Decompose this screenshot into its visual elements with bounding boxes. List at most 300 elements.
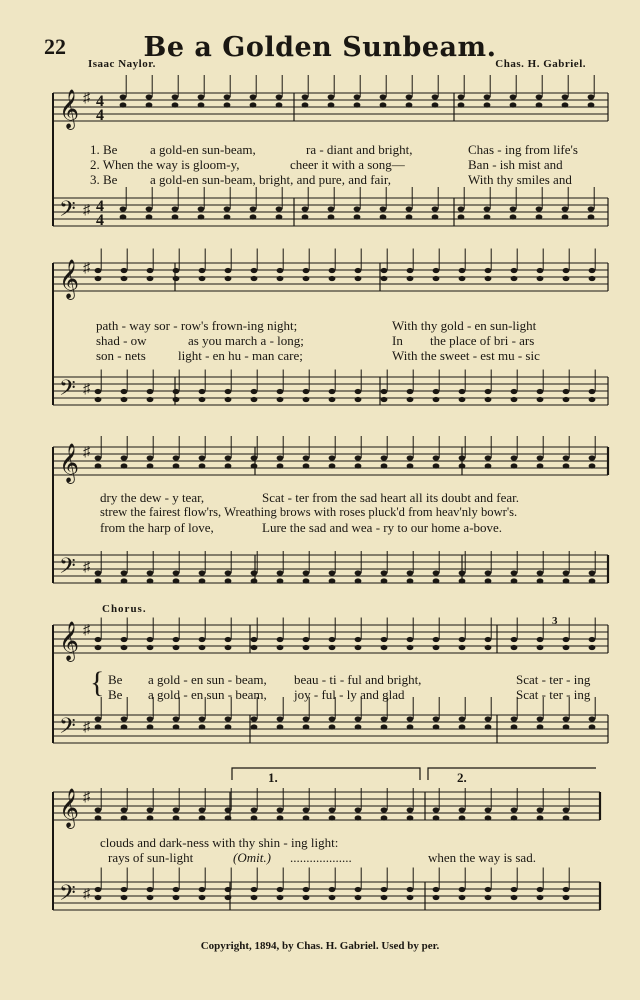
notehead bbox=[147, 716, 154, 721]
notehead bbox=[407, 570, 414, 575]
notehead bbox=[277, 389, 284, 394]
notehead bbox=[224, 206, 231, 211]
notehead bbox=[511, 716, 518, 721]
notehead bbox=[537, 276, 544, 281]
notehead bbox=[121, 645, 128, 650]
notehead bbox=[381, 389, 388, 394]
notehead bbox=[225, 645, 232, 650]
notehead bbox=[589, 716, 596, 721]
notehead bbox=[537, 463, 544, 468]
lyric-line bbox=[0, 835, 640, 850]
notehead bbox=[563, 815, 570, 820]
notehead bbox=[199, 724, 206, 729]
notehead bbox=[120, 206, 127, 211]
sharp-icon: ♯ bbox=[83, 887, 90, 902]
notehead bbox=[329, 716, 336, 721]
notehead bbox=[485, 895, 492, 900]
lyric-segment: Lure the sad and wea - ry to our home a-bove. bbox=[262, 520, 503, 535]
notehead bbox=[588, 94, 595, 99]
lyric-line bbox=[0, 687, 640, 702]
lyric-segment: Be bbox=[108, 672, 123, 687]
notehead bbox=[407, 455, 414, 460]
notehead bbox=[563, 637, 570, 642]
notehead bbox=[589, 645, 596, 650]
notehead bbox=[225, 463, 232, 468]
notehead bbox=[199, 397, 206, 402]
notehead bbox=[537, 807, 544, 812]
notehead bbox=[563, 807, 570, 812]
notehead bbox=[251, 276, 258, 281]
notehead bbox=[225, 895, 232, 900]
notehead bbox=[537, 455, 544, 460]
notehead bbox=[225, 268, 232, 273]
notehead bbox=[303, 807, 310, 812]
notehead bbox=[459, 895, 466, 900]
notehead bbox=[251, 815, 258, 820]
notehead bbox=[355, 887, 362, 892]
lyric-line bbox=[0, 142, 640, 157]
notehead bbox=[589, 397, 596, 402]
notehead bbox=[329, 268, 336, 273]
notehead bbox=[199, 716, 206, 721]
notehead bbox=[225, 397, 232, 402]
notehead bbox=[562, 94, 569, 99]
notehead bbox=[485, 645, 492, 650]
notehead bbox=[95, 645, 102, 650]
notehead bbox=[433, 716, 440, 721]
notehead bbox=[485, 637, 492, 642]
lyric-segment: when the way is sad. bbox=[428, 850, 536, 865]
notehead bbox=[328, 102, 335, 107]
notehead bbox=[251, 463, 258, 468]
notehead bbox=[537, 887, 544, 892]
notehead bbox=[485, 397, 492, 402]
notehead bbox=[355, 389, 362, 394]
notehead bbox=[588, 102, 595, 107]
notehead bbox=[250, 94, 257, 99]
notehead bbox=[484, 94, 491, 99]
notehead bbox=[199, 455, 206, 460]
notehead bbox=[121, 455, 128, 460]
notehead bbox=[277, 463, 284, 468]
notehead bbox=[225, 887, 232, 892]
lyric-segment: beau - ti - ful and bright, bbox=[294, 672, 422, 687]
notehead bbox=[381, 887, 388, 892]
notehead bbox=[121, 887, 128, 892]
notehead bbox=[433, 397, 440, 402]
notehead bbox=[95, 570, 102, 575]
notehead bbox=[459, 268, 466, 273]
notehead bbox=[146, 102, 153, 107]
notehead bbox=[407, 815, 414, 820]
notehead bbox=[458, 214, 465, 219]
notehead bbox=[563, 578, 570, 583]
notehead bbox=[276, 206, 283, 211]
notehead bbox=[407, 724, 414, 729]
notehead bbox=[303, 815, 310, 820]
notehead bbox=[537, 637, 544, 642]
notehead bbox=[381, 463, 388, 468]
notehead bbox=[198, 206, 205, 211]
notehead bbox=[589, 578, 596, 583]
notehead bbox=[95, 716, 102, 721]
notehead bbox=[147, 397, 154, 402]
notehead bbox=[511, 815, 518, 820]
notehead bbox=[459, 389, 466, 394]
notehead bbox=[277, 724, 284, 729]
notehead bbox=[328, 94, 335, 99]
notehead bbox=[355, 455, 362, 460]
notehead bbox=[511, 578, 518, 583]
notehead bbox=[199, 637, 206, 642]
notehead bbox=[563, 455, 570, 460]
sharp-icon: ♯ bbox=[83, 560, 90, 575]
notehead bbox=[537, 815, 544, 820]
notehead bbox=[225, 389, 232, 394]
notehead bbox=[407, 276, 414, 281]
notehead bbox=[121, 716, 128, 721]
notehead bbox=[302, 94, 309, 99]
lyric-segment: the place of bri - ars bbox=[430, 333, 535, 348]
notehead bbox=[276, 102, 283, 107]
notehead bbox=[329, 570, 336, 575]
notehead bbox=[147, 455, 154, 460]
notehead bbox=[147, 895, 154, 900]
time-signature: 4 bbox=[96, 107, 104, 124]
notehead bbox=[355, 807, 362, 812]
sharp-icon: ♯ bbox=[83, 790, 90, 805]
notehead bbox=[511, 645, 518, 650]
lyric-segment: rays of sun-light bbox=[108, 850, 194, 865]
notehead bbox=[511, 463, 518, 468]
lyric-segment: With thy smiles and bbox=[468, 172, 572, 187]
bass-clef-icon: 𝄢 bbox=[59, 881, 76, 911]
notehead bbox=[433, 645, 440, 650]
notehead bbox=[563, 389, 570, 394]
notehead bbox=[95, 887, 102, 892]
lyric-segment: a gold-en sun-beam, bbox=[150, 142, 256, 157]
lyric-segment: path - way sor - row's frown-ing night; bbox=[96, 318, 298, 333]
notehead bbox=[172, 206, 179, 211]
notehead bbox=[199, 268, 206, 273]
notehead bbox=[537, 389, 544, 394]
notehead bbox=[433, 268, 440, 273]
notehead bbox=[381, 645, 388, 650]
lyric-brace: { bbox=[90, 666, 105, 699]
notehead bbox=[485, 455, 492, 460]
sharp-icon: ♯ bbox=[83, 91, 90, 106]
notehead bbox=[355, 815, 362, 820]
lyric-segment: strew the fairest flow'rs, Wreathing brows with roses pluck'd from heav'nly bowr's. bbox=[100, 505, 518, 519]
lyric-segment: Scat - ter from the sad heart all its doubt and fear. bbox=[262, 490, 520, 505]
notehead bbox=[485, 578, 492, 583]
notehead bbox=[303, 645, 310, 650]
composer-credit: Chas. H. Gabriel. bbox=[495, 58, 586, 70]
notehead bbox=[329, 455, 336, 460]
notehead bbox=[329, 724, 336, 729]
notehead bbox=[407, 895, 414, 900]
notehead bbox=[329, 895, 336, 900]
notehead bbox=[407, 578, 414, 583]
notehead bbox=[537, 716, 544, 721]
treble-clef-icon: 𝄞 bbox=[59, 443, 80, 483]
notehead bbox=[458, 102, 465, 107]
notehead bbox=[303, 268, 310, 273]
notehead bbox=[589, 724, 596, 729]
notehead bbox=[225, 815, 232, 820]
notehead bbox=[381, 578, 388, 583]
lyric-segment: Chas - ing from life's bbox=[468, 142, 578, 157]
notehead bbox=[433, 637, 440, 642]
notehead bbox=[173, 815, 180, 820]
notehead bbox=[95, 268, 102, 273]
notehead bbox=[147, 815, 154, 820]
notehead bbox=[485, 807, 492, 812]
notehead bbox=[251, 570, 258, 575]
notehead bbox=[303, 463, 310, 468]
notehead bbox=[173, 455, 180, 460]
notehead bbox=[329, 389, 336, 394]
notehead bbox=[329, 807, 336, 812]
notehead bbox=[250, 214, 257, 219]
notehead bbox=[199, 815, 206, 820]
notehead bbox=[173, 570, 180, 575]
notehead bbox=[251, 397, 258, 402]
notehead bbox=[225, 570, 232, 575]
notehead bbox=[277, 276, 284, 281]
notehead bbox=[459, 455, 466, 460]
notehead bbox=[563, 887, 570, 892]
notehead bbox=[511, 807, 518, 812]
lyric-segment: 3. Be bbox=[90, 172, 118, 187]
sharp-icon: ♯ bbox=[83, 261, 90, 276]
notehead bbox=[173, 645, 180, 650]
notehead bbox=[563, 268, 570, 273]
notehead bbox=[381, 807, 388, 812]
lyric-line bbox=[0, 490, 640, 505]
notehead bbox=[147, 807, 154, 812]
notehead bbox=[510, 214, 517, 219]
notehead bbox=[329, 463, 336, 468]
notehead bbox=[225, 716, 232, 721]
notehead bbox=[120, 94, 127, 99]
lyric-line bbox=[0, 333, 640, 348]
notehead bbox=[173, 276, 180, 281]
notehead bbox=[147, 724, 154, 729]
notehead bbox=[433, 724, 440, 729]
notehead bbox=[459, 716, 466, 721]
notehead bbox=[354, 206, 361, 211]
notehead bbox=[303, 895, 310, 900]
notehead bbox=[563, 724, 570, 729]
notehead bbox=[250, 102, 257, 107]
notehead bbox=[459, 578, 466, 583]
notehead bbox=[355, 645, 362, 650]
notehead bbox=[433, 578, 440, 583]
notehead bbox=[537, 724, 544, 729]
notehead bbox=[95, 276, 102, 281]
notehead bbox=[485, 389, 492, 394]
notehead bbox=[303, 716, 310, 721]
notehead bbox=[432, 214, 439, 219]
notehead bbox=[536, 214, 543, 219]
notehead bbox=[381, 637, 388, 642]
notehead bbox=[225, 276, 232, 281]
lyric-line bbox=[0, 157, 640, 172]
notehead bbox=[303, 276, 310, 281]
notehead bbox=[198, 214, 205, 219]
notehead bbox=[459, 887, 466, 892]
notehead bbox=[95, 578, 102, 583]
hymn-title: Be a Golden Sunbeam. bbox=[143, 32, 497, 63]
notehead bbox=[251, 455, 258, 460]
notehead bbox=[329, 637, 336, 642]
lyric-line bbox=[0, 348, 640, 363]
notehead bbox=[432, 206, 439, 211]
notehead bbox=[173, 578, 180, 583]
notehead bbox=[407, 389, 414, 394]
lyric-segment: With the sweet - est mu - sic bbox=[392, 348, 540, 363]
notehead bbox=[95, 397, 102, 402]
notehead bbox=[121, 276, 128, 281]
notehead bbox=[199, 645, 206, 650]
lyric-segment: a gold - en sun - beam, bbox=[148, 687, 267, 702]
notehead bbox=[121, 397, 128, 402]
notehead bbox=[198, 102, 205, 107]
notehead bbox=[511, 276, 518, 281]
notehead bbox=[510, 206, 517, 211]
notehead bbox=[146, 206, 153, 211]
notehead bbox=[224, 214, 231, 219]
notehead bbox=[485, 716, 492, 721]
notehead bbox=[303, 389, 310, 394]
notehead bbox=[485, 815, 492, 820]
notehead bbox=[173, 268, 180, 273]
notehead bbox=[407, 268, 414, 273]
notehead bbox=[562, 214, 569, 219]
lyric-segment: 1. Be bbox=[90, 142, 118, 157]
copyright-notice: Copyright, 1894, by Chas. H. Gabriel. Used by per. bbox=[200, 940, 440, 952]
notehead bbox=[459, 815, 466, 820]
notehead bbox=[589, 463, 596, 468]
notehead bbox=[173, 807, 180, 812]
second-ending-label: 2. bbox=[457, 770, 467, 785]
notehead bbox=[459, 637, 466, 642]
notehead bbox=[433, 463, 440, 468]
lyric-segment: cheer it with a song— bbox=[290, 157, 405, 172]
notehead bbox=[355, 397, 362, 402]
notehead bbox=[225, 637, 232, 642]
notehead bbox=[303, 887, 310, 892]
bass-clef-icon: 𝄢 bbox=[59, 376, 76, 406]
treble-clef-icon: 𝄞 bbox=[59, 621, 80, 661]
lyric-segment: a gold-en sun-beam, bright, and pure, and fair, bbox=[150, 172, 391, 187]
notehead bbox=[147, 570, 154, 575]
lyric-segment: 2. When the way is gloom-y, bbox=[90, 157, 240, 172]
notehead bbox=[172, 102, 179, 107]
notehead bbox=[225, 724, 232, 729]
notehead bbox=[121, 570, 128, 575]
notehead bbox=[121, 724, 128, 729]
notehead bbox=[277, 570, 284, 575]
notehead bbox=[277, 455, 284, 460]
notehead bbox=[250, 206, 257, 211]
notehead bbox=[198, 94, 205, 99]
notehead bbox=[484, 206, 491, 211]
notehead bbox=[458, 206, 465, 211]
notehead bbox=[563, 645, 570, 650]
notehead bbox=[355, 463, 362, 468]
notehead bbox=[224, 94, 231, 99]
notehead bbox=[329, 397, 336, 402]
lyricist-credit: Isaac Naylor. bbox=[88, 58, 156, 70]
bass-clef-icon: 𝄢 bbox=[59, 714, 76, 744]
notehead bbox=[433, 570, 440, 575]
lyric-segment: ra - diant and bright, bbox=[306, 142, 413, 157]
notehead bbox=[303, 397, 310, 402]
notehead bbox=[95, 815, 102, 820]
chorus-label: Chorus. bbox=[102, 603, 147, 615]
notehead bbox=[121, 895, 128, 900]
notehead bbox=[407, 887, 414, 892]
notehead bbox=[459, 276, 466, 281]
notehead bbox=[329, 578, 336, 583]
notehead bbox=[407, 463, 414, 468]
notehead bbox=[589, 276, 596, 281]
notehead bbox=[563, 570, 570, 575]
lyric-segment: from the harp of love, bbox=[100, 520, 214, 535]
notehead bbox=[355, 637, 362, 642]
notehead bbox=[433, 887, 440, 892]
notehead bbox=[354, 94, 361, 99]
notehead bbox=[589, 570, 596, 575]
notehead bbox=[225, 455, 232, 460]
notehead bbox=[433, 807, 440, 812]
notehead bbox=[146, 94, 153, 99]
notehead bbox=[173, 637, 180, 642]
notehead bbox=[511, 570, 518, 575]
sharp-icon: ♯ bbox=[83, 445, 90, 460]
sharp-icon: ♯ bbox=[83, 720, 90, 735]
notehead bbox=[121, 463, 128, 468]
notehead bbox=[303, 570, 310, 575]
notehead bbox=[303, 637, 310, 642]
notehead bbox=[277, 815, 284, 820]
time-signature: 4 bbox=[96, 93, 104, 110]
notehead bbox=[225, 807, 232, 812]
lyric-line bbox=[0, 505, 640, 520]
notehead bbox=[537, 570, 544, 575]
notehead bbox=[302, 214, 309, 219]
notehead bbox=[485, 887, 492, 892]
treble-clef-icon: 𝄞 bbox=[59, 788, 80, 828]
notehead bbox=[147, 268, 154, 273]
notehead bbox=[147, 578, 154, 583]
notehead bbox=[589, 455, 596, 460]
notehead bbox=[303, 724, 310, 729]
sharp-icon: ♯ bbox=[83, 382, 90, 397]
notehead bbox=[147, 463, 154, 468]
notehead bbox=[588, 214, 595, 219]
notehead bbox=[432, 94, 439, 99]
triplet-mark: 3 bbox=[552, 615, 558, 627]
notehead bbox=[120, 214, 127, 219]
notehead bbox=[95, 724, 102, 729]
notehead bbox=[511, 895, 518, 900]
notehead bbox=[433, 389, 440, 394]
notehead bbox=[562, 102, 569, 107]
lyric-segment: dry the dew - y tear, bbox=[100, 490, 205, 505]
